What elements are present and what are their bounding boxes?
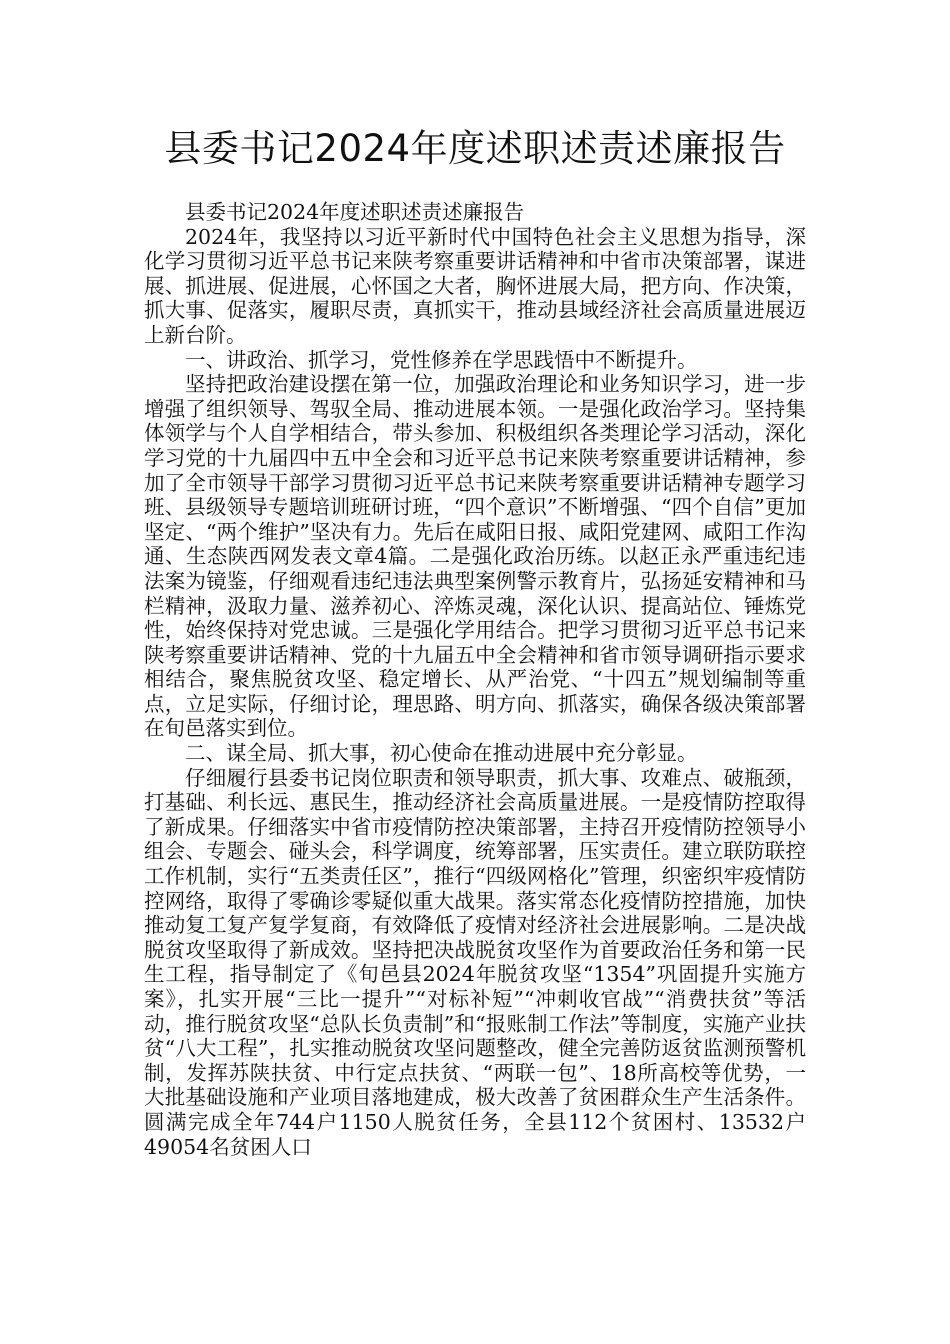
body-paragraph-section-1: 坚持把政治建设摆在第一位，加强政治理论和业务知识学习，进一步增强了组织领导、驾驭全局、推动进展本领。一是强化政治学习。坚持集体领学与个人自学相结合，带头参加、积极组织各类理论学习活动，深化学习党的十九届四中五中全会和习近平总书记来陕考察重要讲话精神，参加了全市领导干部学习贯彻习近平总书记来陕考察重要讲话精神专题学习班、县级领导专题培训班研讨班，“四个意识”不断增强、“四个自信”更加坚定、“两个维护”坚决有力。先后在咸阳日报、咸阳党建网、咸阳工作沟通、生态陕西网发表文章4篇。二是强化政治历练。以赵正永严重违纪违法案为镜鉴，仔细观看违纪违法典型案例警示教育片，弘扬延安精神和马栏精神，汲取力量、滋养初心、淬炼灵魂，深化认识、提高站位、锤炼党性，始终保持对党忠诚。三是强化学用结合。把学习贯彻习近平总书记来陕考察重要讲话精神、党的十九届五中全会精神和省市领导调研指示要求相结合，聚焦脱贫攻坚、稳定增长、从严治党、“十四五”规划编制等重点，立足实际，仔细讨论，理思路、明方向、抓落实，确保各级决策部署在旬邑落实到位。 (144, 372, 806, 741)
body-paragraph-repeat-title: 县委书记2024年度述职述责述廉报告 (185, 200, 525, 224)
section-heading-2: 二、谋全局、抓大事，初心使命在推动进展中充分彰显。 (185, 741, 698, 766)
document-body (144, 200, 806, 1159)
body-paragraph-intro: 2024年，我坚持以习近平新时代中国特色社会主义思想为指导，深化学习贯彻习近平总书记来陕考察重要讲话精神和中省市决策部署，谋进展、抓进展、促进展，心怀国之大者，胸怀进展大局，把方向、作决策，抓大事、促落实，履职尽责，真抓实干，推动县域经济社会高质量进展迈上新台阶。 (144, 224, 806, 347)
section-heading-1: 一、讲政治、抓学习，党性修养在学思践悟中不断提升。 (185, 347, 698, 372)
body-paragraph-section-2: 仔细履行县委书记岗位职责和领导职责，抓大事、攻难点、破瓶颈，打基础、利长远、惠民生，推动经济社会高质量进展。一是疫情防控取得了新成果。仔细落实中省市疫情防控决策部署，主持召开疫情防控领导小组会、专题会、碰头会，科学调度，统筹部署，压实责任。建立联防联控工作机制，实行“五类责任区”，推行“四级网格化”管理，织密织牢疫情防控网络，取得了零确诊零疑似重大战果。落实常态化疫情防控措施，加快推动复工复产复学复商，有效降低了疫情对经济社会进展影响。二是决战脱贫攻坚取得了新成效。坚持把决战脱贫攻坚作为首要政治任务和第一民生工程，指导制定了《旬邑县2024年脱贫攻坚“1354”巩固提升实施方案》，扎实开展“三比一提升”“对标补短”“冲刺收官战”“消费扶贫”等活动，推行脱贫攻坚“总队长负责制”和“报账制工作法”等制度，实施产业扶贫“八大工程”，扎实推动脱贫攻坚问题整改，健全完善防返贫监测预警机制，发挥苏陕扶贫、中行定点扶贫、“两联一包”、18所高校等优势，一大批基础设施和产业项目落地建成，极大改善了贫困群众生产生活条件。圆满完成全年744户1150人脱贫任务，全县112个贫困村、13532户49054名贫困人口 (144, 765, 806, 1159)
document-title: 县委书记2024年度述职述责述廉报告 (164, 127, 786, 170)
